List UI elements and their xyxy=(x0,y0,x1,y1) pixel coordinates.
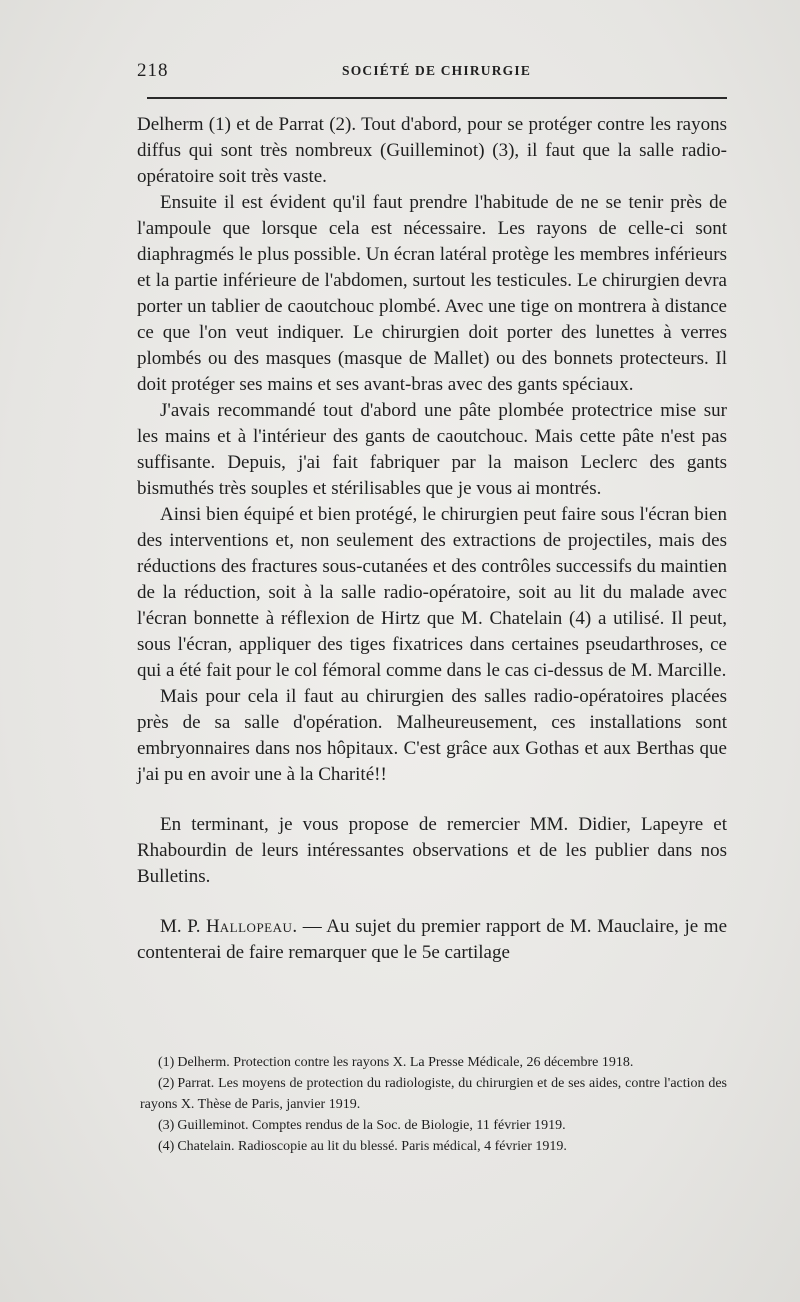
footnote-mark: (1) xyxy=(158,1055,175,1070)
page-number: 218 xyxy=(137,60,169,81)
header-rule xyxy=(147,97,727,99)
main-text xyxy=(137,112,727,966)
speaker-name: allopeau xyxy=(219,916,293,937)
footnote xyxy=(140,1115,727,1136)
footnote-text: Delherm. Protection contre les rayons X. La Presse Médicale, 26 décembre 1918. xyxy=(177,1055,634,1070)
footnote xyxy=(140,1052,727,1073)
paragraph: Ainsi bien équipé et bien protégé, le chirurgien peut faire sous l'écran bien des interventions et, non seulement des extractions de projectiles, mais des réductions des fractures sous-cutanées et des contrôles successifs du maintien de la réduction, soit à la salle radio-opératoire, soit au lit du malade avec l'écran bonnette à réflexion de Hirtz que M. Chatelain (4) a utilisé. Il peut, sous l'écran, appliquer des tiges fixatrices dans certaines pseudarthroses, ce qui a été fait pour le col fémoral comme dans le cas ci-dessus de M. Marcille. xyxy=(137,504,727,681)
footnote xyxy=(140,1073,727,1115)
speaker-initial: M. P. H xyxy=(160,916,220,937)
footnote-text: Chatelain. Radioscopie au lit du blessé. Paris médical, 4 février 1919. xyxy=(177,1139,567,1154)
page-header xyxy=(137,60,727,86)
footnote-mark: (3) xyxy=(158,1118,175,1133)
paragraph: Delherm (1) et de Parrat (2). Tout d'abord, pour se protéger contre les rayons diffus qui sont très nombreux (Guilleminot) (3), il faut que la salle radio-opératoire soit très vaste. xyxy=(137,114,727,187)
paragraph: Mais pour cela il faut au chirurgien des salles radio-opératoires placées près de sa salle d'opération. Malheureusement, ces installations sont embryonnaires dans nos hôpitaux. C'est grâce aux Gothas et aux Berthas que j'ai pu en avoir une à la Charité!! xyxy=(137,686,727,785)
footnotes xyxy=(140,1052,727,1157)
footnote xyxy=(140,1136,727,1157)
paragraph: Ensuite il est évident qu'il faut prendre l'habitude de ne se tenir près de l'ampoule que lorsque cela est nécessaire. Les rayons de celle-ci sont diaphragmés le plus possible. Un écran latéral protège les membres inférieurs et la partie inférieure de l'abdomen, surtout les testicules. Le chirurgien devra porter un tablier de caoutchouc plombé. Avec une tige on montrera à distance ce que l'on veut indiquer. Le chirurgien doit porter des lunettes à verres plombés ou des masques (masque de Mallet) ou des bonnets protecteurs. Il doit protéger ses mains et ses avant-bras avec des gants spéciaux. xyxy=(137,192,727,395)
footnote-text: Parrat. Les moyens de protection du radiologiste, du chirurgien et de ses aides, contre l'action des rayons X. Thèse de Paris, janvier 1919. xyxy=(140,1076,727,1112)
paragraph: J'avais recommandé tout d'abord une pâte plombée protectrice mise sur les mains et à l'intérieur des gants de caoutchouc. Mais cette pâte n'est pas suffisante. Depuis, j'ai fait fabriquer par la maison Leclerc des gants bismuthés très souples et stérilisables que je vous ai montrés. xyxy=(137,400,727,499)
paragraph: En terminant, je vous propose de remercier MM. Didier, Lapeyre et Rhabourdin de leurs intéressantes observations et de les publier dans nos Bulletins. xyxy=(137,814,727,887)
speaker-text: . — Au sujet du premier rapport de M. Mauclaire, je me contenterai de faire remarquer que le 5e cartilage xyxy=(137,916,728,963)
footnote-text: Guilleminot. Comptes rendus de la Soc. de Biologie, 11 février 1919. xyxy=(177,1118,566,1133)
footnote-mark: (2) xyxy=(158,1076,175,1091)
running-title: SOCIÉTÉ DE CHIRURGIE xyxy=(342,63,532,78)
speaker-paragraph xyxy=(137,914,727,966)
footnote-mark: (4) xyxy=(158,1139,175,1154)
